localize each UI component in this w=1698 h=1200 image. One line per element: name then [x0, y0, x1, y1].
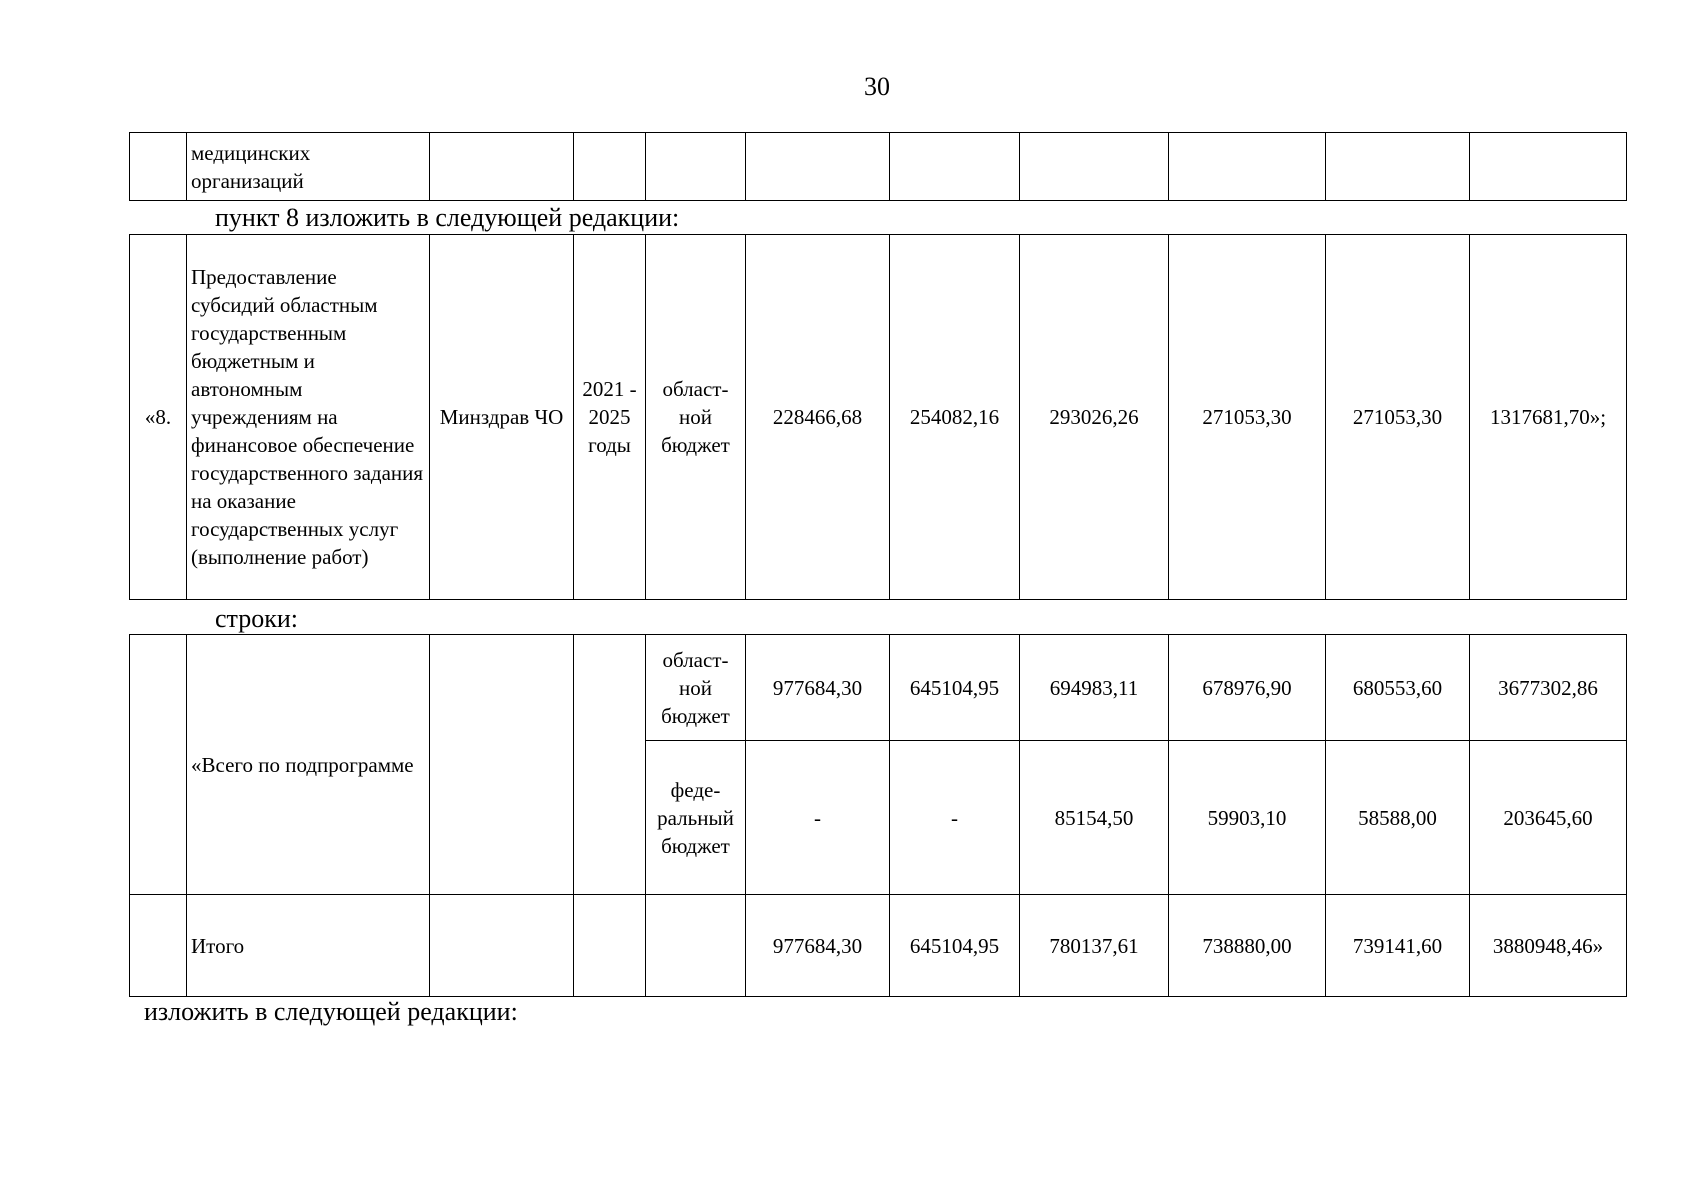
- value-2025-cell: 271053,30: [1326, 235, 1470, 600]
- value-cell: 58588,00: [1326, 741, 1470, 895]
- value-2021-cell: 228466,68: [746, 235, 890, 600]
- value-cell: 645104,95: [890, 635, 1020, 741]
- table-cell: [1470, 133, 1627, 201]
- funding-source-cell: област-ной бюджет: [646, 235, 746, 600]
- itogo-label-cell: Итого: [187, 895, 430, 997]
- totals-table: [129, 634, 1627, 997]
- table-cell: [430, 635, 574, 895]
- table-cell: [130, 133, 187, 201]
- table-cell: [130, 895, 187, 997]
- activity-name-cell: Предоставление субсидий областным государственным бюджетным и автономным учреждениям на финансовое обеспечение государственного задания на оказание государственных услуг (выполнение работ): [187, 235, 430, 600]
- value-cell: 203645,60: [1470, 741, 1627, 895]
- item-number-cell: «8.: [130, 235, 187, 600]
- value-cell: 678976,90: [1169, 635, 1326, 741]
- instruction-paragraph: пункт 8 изложить в следующей редакции:: [215, 203, 680, 232]
- value-2024-cell: 271053,30: [1169, 235, 1326, 600]
- item-8-table: [129, 234, 1627, 600]
- table-row: [130, 133, 1627, 201]
- table-cell: [1169, 133, 1326, 201]
- value-cell: 694983,11: [1020, 635, 1169, 741]
- table-cell: [1020, 133, 1169, 201]
- value-cell: 977684,30: [746, 895, 890, 997]
- value-cell: 85154,50: [1020, 741, 1169, 895]
- funding-source-cell: феде-ральный бюджет: [646, 741, 746, 895]
- value-2023-cell: 293026,26: [1020, 235, 1169, 600]
- table-cell: [646, 895, 746, 997]
- table-row: [130, 895, 1627, 997]
- period-cell: 2021 - 2025 годы: [574, 235, 646, 600]
- table-cell: [430, 133, 574, 201]
- table-cell: [574, 895, 646, 997]
- activity-name-cell: медицинских организаций: [187, 133, 430, 201]
- table-row: [130, 635, 1627, 741]
- value-cell: -: [746, 741, 890, 895]
- continuation-table: [129, 132, 1627, 201]
- value-cell: 3880948,46»: [1470, 895, 1627, 997]
- table-cell: [430, 895, 574, 997]
- value-cell: 739141,60: [1326, 895, 1470, 997]
- value-total-cell: 1317681,70»;: [1470, 235, 1627, 600]
- executor-cell: Минздрав ЧО: [430, 235, 574, 600]
- value-cell: 59903,10: [1169, 741, 1326, 895]
- table-cell: [574, 133, 646, 201]
- value-cell: 738880,00: [1169, 895, 1326, 997]
- funding-source-cell: област-ной бюджет: [646, 635, 746, 741]
- table-row: [130, 235, 1627, 600]
- page-number: 30: [864, 72, 890, 101]
- value-cell: 780137,61: [1020, 895, 1169, 997]
- table-cell: [746, 133, 890, 201]
- value-cell: 680553,60: [1326, 635, 1470, 741]
- instruction-paragraph: изложить в следующей редакции:: [144, 997, 518, 1026]
- table-cell: [646, 133, 746, 201]
- value-cell: 3677302,86: [1470, 635, 1627, 741]
- table-cell: [890, 133, 1020, 201]
- instruction-paragraph: строки:: [215, 604, 298, 633]
- table-cell: [1326, 133, 1470, 201]
- value-cell: -: [890, 741, 1020, 895]
- value-cell: 645104,95: [890, 895, 1020, 997]
- total-label-cell: «Всего по подпрограмме: [187, 635, 430, 895]
- table-cell: [574, 635, 646, 895]
- table-cell: [130, 635, 187, 895]
- value-cell: 977684,30: [746, 635, 890, 741]
- value-2022-cell: 254082,16: [890, 235, 1020, 600]
